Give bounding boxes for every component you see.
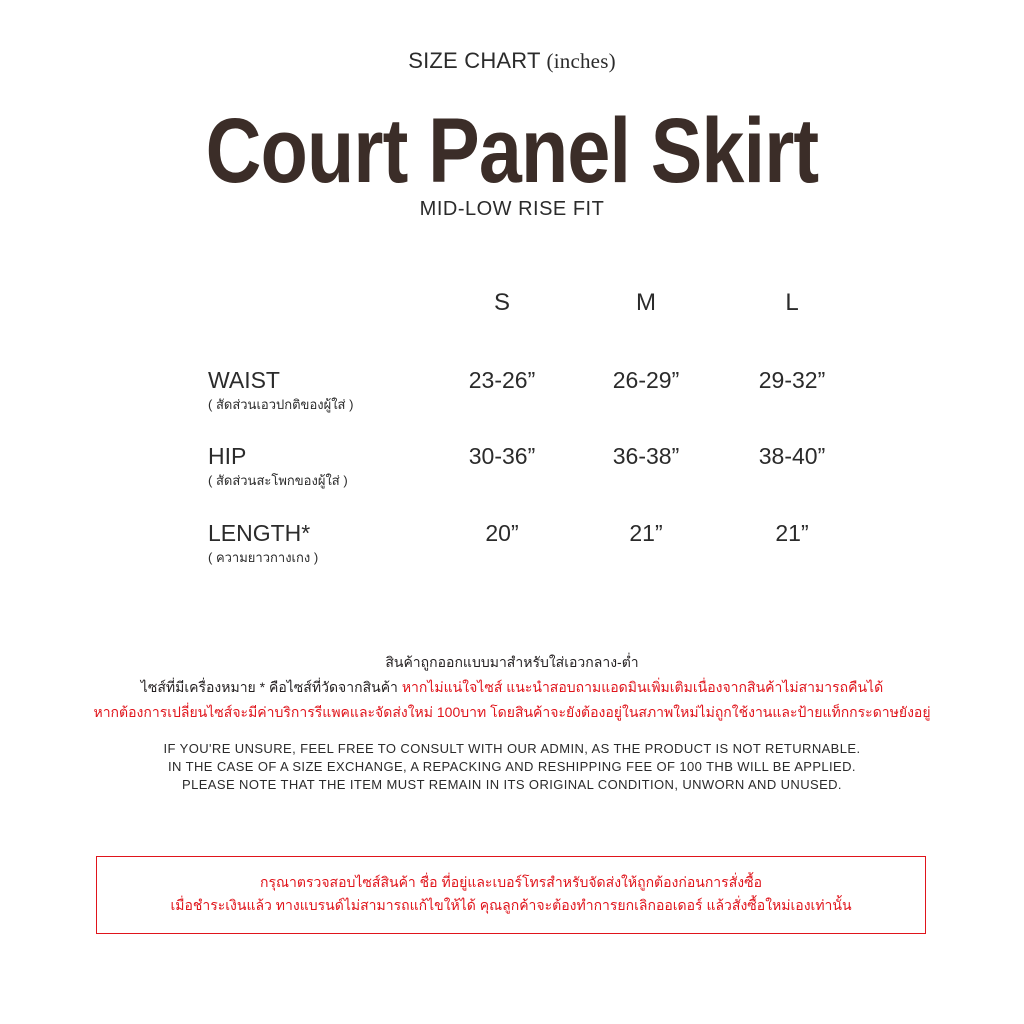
row-sub-waist: ( สัดส่วนเอวปกติของผู้ใส่ ) <box>208 397 354 412</box>
row-label-waist: WAIST <box>208 367 280 393</box>
chart-label: SIZE CHART <box>408 48 541 73</box>
row-label-length: LENGTH* <box>208 520 311 546</box>
size-header-s: S <box>493 289 510 316</box>
unit-label: (inches) <box>546 49 616 73</box>
row-label-hip: HIP <box>208 443 247 469</box>
english-note-line: PLEASE NOTE THAT THE ITEM MUST REMAIN IN ITS ORIGINAL CONDITION, UNWORN AND UNUSED. <box>182 777 842 792</box>
cell-waist-l: 29-32” <box>758 367 826 393</box>
note-exchange-fee: หากต้องการเปลี่ยนไซส์จะมีค่าบริการรีแพคและจัดส่งใหม่ 100บาท โดยสินค้าจะยังต้องอยู่ในสภาพใหม่ไม่ถูกใช้งานและป้ายแท็กกระดาษยังอยู่ <box>93 704 931 720</box>
note-rise-fit: สินค้าถูกออกแบบมาสำหรับใส่เอวกลาง-ต่ำ <box>385 654 639 670</box>
warning-line-2: เมื่อชำระเงินแล้ว ทางแบรนด์ไม่สามารถแก้ไขให้ได้ คุณลูกค้าจะต้องทำการยกเลิกออเดอร์ แล้วสั่งซื้อใหม่เองเท่านั้น <box>170 897 852 913</box>
size-header-m: M <box>636 289 656 316</box>
product-title: Court Panel Skirt <box>205 100 819 202</box>
cell-length-l: 21” <box>775 520 809 546</box>
cell-hip-s: 30-36” <box>468 443 536 469</box>
row-sub-length: ( ความยาวกางเกง ) <box>208 550 319 565</box>
fit-subtitle: MID-LOW RISE FIT <box>419 198 605 220</box>
order-warning-box <box>96 856 926 934</box>
english-notes <box>0 740 1024 794</box>
warning-line-1: กรุณาตรวจสอบไซส์สินค้า ชื่อ ที่อยู่และเบอร์โทรสำหรับจัดส่งให้ถูกต้องก่อนการสั่งซื้อ <box>260 874 762 890</box>
cell-waist-s: 23-26” <box>468 367 536 393</box>
cell-waist-m: 26-29” <box>612 367 680 393</box>
note-measure-return <box>0 677 1024 697</box>
cell-hip-m: 36-38” <box>612 443 680 469</box>
english-note-line: IF YOU'RE UNSURE, FEEL FREE TO CONSULT WITH OUR ADMIN, AS THE PRODUCT IS NOT RETURNABLE. <box>163 741 861 756</box>
english-note-line: IN THE CASE OF A SIZE EXCHANGE, A REPACKING AND RESHIPPING FEE OF 100 THB WILL BE APPLIED. <box>168 759 856 774</box>
size-header-l: L <box>785 289 799 316</box>
cell-length-m: 21” <box>629 520 663 546</box>
note-measure: ไซส์ที่มีเครื่องหมาย * คือไซส์ที่วัดจากสินค้า <box>140 679 398 695</box>
chart-heading <box>0 48 1024 74</box>
note-no-return: หากไม่แน่ใจไซส์ แนะนำสอบถามแอดมินเพิ่มเติมเนื่องจากสินค้าไม่สามารถคืนได้ <box>401 679 884 695</box>
cell-hip-l: 38-40” <box>758 443 826 469</box>
cell-length-s: 20” <box>485 520 519 546</box>
row-sub-hip: ( สัดส่วนสะโพกของผู้ใส่ ) <box>208 473 348 488</box>
